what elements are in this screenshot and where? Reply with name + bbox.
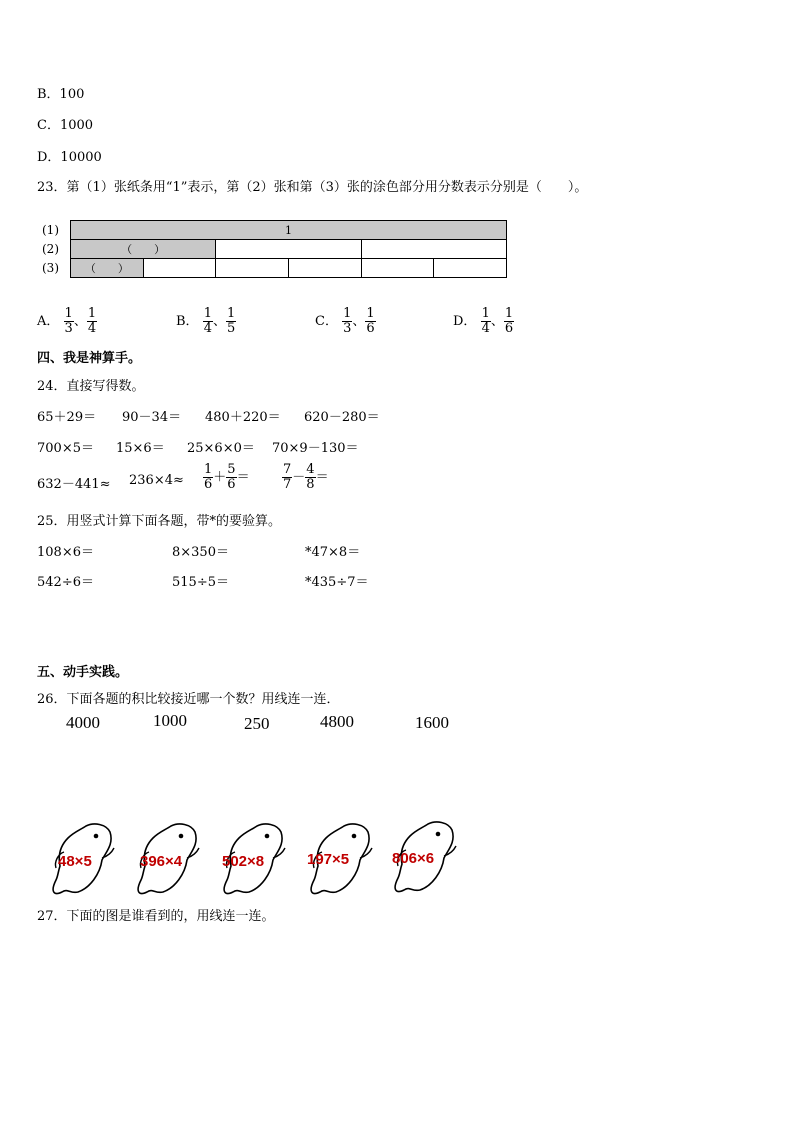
fraction xyxy=(64,307,74,336)
target-number: 250 xyxy=(244,714,270,733)
fraction xyxy=(282,463,292,492)
ghost-label: 197×5 xyxy=(307,851,350,868)
fraction xyxy=(87,307,97,336)
denominator: 6 xyxy=(504,321,514,336)
q24-item: 700×5＝ xyxy=(37,441,94,456)
strip-3-shaded-cell: （ ） xyxy=(71,259,144,277)
q25-item: 108×6＝ xyxy=(37,545,94,560)
target-number: 4000 xyxy=(66,713,100,732)
fraction xyxy=(226,463,236,492)
strip-3-cell xyxy=(434,259,506,277)
q23-option-b xyxy=(176,307,236,336)
denominator: 3 xyxy=(343,321,352,336)
strip-2 xyxy=(70,239,507,259)
fraction xyxy=(226,307,236,336)
option-letter: B． xyxy=(176,314,199,329)
strip-row-1 xyxy=(42,220,507,240)
option-letter: C． xyxy=(315,314,338,329)
q24-item: 15×6＝ xyxy=(116,441,165,456)
operator: － xyxy=(292,470,306,485)
denominator: 4 xyxy=(481,321,490,336)
strip-3-cell xyxy=(362,259,435,277)
q24-item: 25×6×0＝ xyxy=(187,441,255,456)
strip-3 xyxy=(70,258,507,278)
denominator: 4 xyxy=(203,321,212,336)
q25-item: 515÷5＝ xyxy=(172,575,229,590)
ghost-label: 502×8 xyxy=(222,853,265,870)
q24-fraction-expr-2 xyxy=(282,463,329,492)
separator: 、 xyxy=(490,314,504,329)
ghost-label: 396×4 xyxy=(140,853,183,870)
target-number: 1000 xyxy=(153,711,187,730)
ghost-label: 806×6 xyxy=(392,850,435,867)
q24-item: 90－34＝ xyxy=(122,410,182,425)
q25-item: *47×8＝ xyxy=(305,545,361,560)
numerator: 1 xyxy=(227,306,236,321)
numerator: 4 xyxy=(306,462,315,477)
numerator: 1 xyxy=(203,306,212,321)
strip-3-cell xyxy=(289,259,362,277)
numerator: 1 xyxy=(343,306,352,321)
q25-item: 542÷6＝ xyxy=(37,575,94,590)
denominator: 6 xyxy=(366,321,375,336)
target-number: 4800 xyxy=(320,712,354,731)
strip-row-3 xyxy=(42,258,507,278)
q26-stem: 26．下面各题的积比较接近哪一个数？用线连一连． xyxy=(37,692,340,707)
fraction xyxy=(203,463,213,492)
strip-row-2 xyxy=(42,239,507,259)
fraction xyxy=(203,307,213,336)
q23-option-c xyxy=(315,307,376,336)
equals: ＝ xyxy=(236,470,250,485)
fraction xyxy=(305,463,315,492)
numerator: 5 xyxy=(227,462,236,477)
section-heading-4: 四、我是神算手。 xyxy=(37,351,142,366)
q24-item: 620－280＝ xyxy=(304,410,380,425)
q24-stem: 24．直接写得数。 xyxy=(37,379,145,394)
numerator: 1 xyxy=(481,306,490,321)
strip-label: (3) xyxy=(42,261,59,275)
fraction xyxy=(481,307,491,336)
strip-label: (2) xyxy=(42,242,59,256)
option-c: C．1000 xyxy=(37,118,94,133)
q23-option-a xyxy=(37,307,97,336)
denominator: 6 xyxy=(204,477,213,492)
fraction xyxy=(504,307,514,336)
separator: 、 xyxy=(352,314,366,329)
q25-item: *435÷7＝ xyxy=(305,575,369,590)
separator: 、 xyxy=(73,314,87,329)
q24-item: 236×4≈ xyxy=(129,473,184,488)
fraction xyxy=(365,307,375,336)
strip-1 xyxy=(70,220,507,240)
denominator: 7 xyxy=(283,477,292,492)
numerator: 7 xyxy=(283,462,292,477)
strip-2-shaded-cell: （ ） xyxy=(71,240,216,258)
option-letter: A． xyxy=(37,314,60,329)
option-b: B．100 xyxy=(37,87,85,102)
numerator: 1 xyxy=(366,306,375,321)
q24-fraction-expr-1 xyxy=(203,463,250,492)
denominator: 6 xyxy=(227,477,236,492)
q23-stem: 23．第（1）张纸条用“1”表示，第（2）张和第（3）张的涂色部分用分数表示分别是（ ）。 xyxy=(37,180,588,195)
strip-2-cell xyxy=(362,240,506,258)
strip-3-cell xyxy=(216,259,289,277)
denominator: 3 xyxy=(64,321,73,336)
q24-item: 632－441≈ xyxy=(37,477,111,492)
ghost-label: 48×5 xyxy=(58,853,92,870)
paper-strips xyxy=(42,220,507,278)
target-number: 1600 xyxy=(415,713,449,732)
option-letter: D． xyxy=(453,314,477,329)
numerator: 1 xyxy=(87,306,97,321)
q24-item: 70×9－130＝ xyxy=(272,441,359,456)
strip-label: (1) xyxy=(42,223,59,237)
strip-2-cell xyxy=(216,240,361,258)
numerator: 1 xyxy=(504,306,514,321)
q24-item: 480＋220＝ xyxy=(205,410,281,425)
separator: 、 xyxy=(212,314,226,329)
fraction xyxy=(342,307,352,336)
denominator: 8 xyxy=(306,477,315,492)
strip-1-cell: 1 xyxy=(71,221,506,239)
section-heading-5: 五、动手实践。 xyxy=(37,665,129,680)
equals: ＝ xyxy=(315,470,329,485)
strip-3-cell xyxy=(144,259,217,277)
q25-stem: 25．用竖式计算下面各题，带*的要验算。 xyxy=(37,514,282,529)
q25-item: 8×350＝ xyxy=(172,545,229,560)
option-d: D．10000 xyxy=(37,150,102,165)
q23-option-d xyxy=(453,307,514,336)
denominator: 5 xyxy=(227,321,236,336)
q24-item: 65＋29＝ xyxy=(37,410,97,425)
q27-stem: 27．下面的图是谁看到的，用线连一连。 xyxy=(37,909,275,924)
denominator: 4 xyxy=(87,321,97,336)
numerator: 1 xyxy=(204,462,213,477)
operator: ＋ xyxy=(213,470,227,485)
numerator: 1 xyxy=(64,306,73,321)
